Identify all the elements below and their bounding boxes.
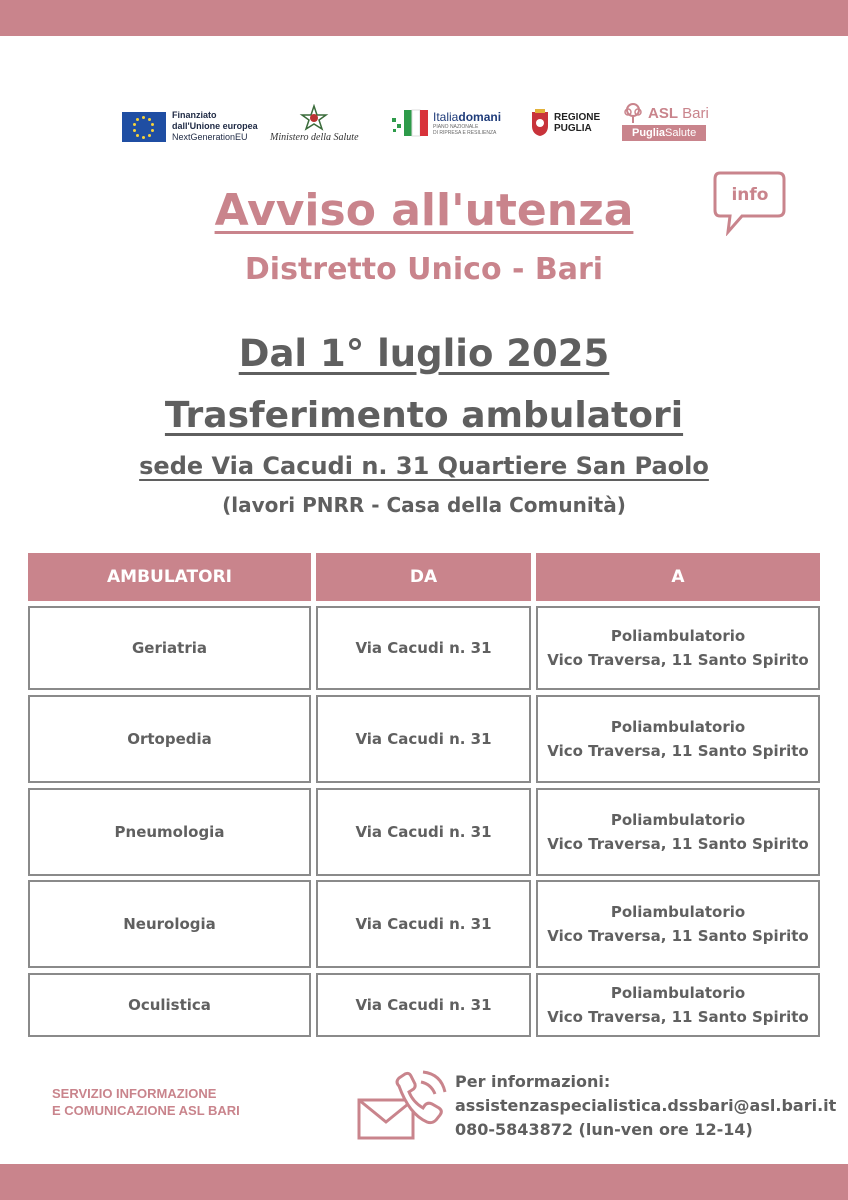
pnrr-note: (lavori PNRR - Casa della Comunità): [222, 493, 626, 517]
table-row-da: Via Cacudi n. 31: [316, 695, 531, 783]
logo-bar: [0, 100, 848, 150]
table-row-da: Via Cacudi n. 31: [316, 973, 531, 1037]
a-line2: Vico Traversa, 11 Santo Spirito: [547, 927, 809, 945]
eu-line1: Finanziato: [172, 110, 217, 120]
eu-line3: NextGenerationEU: [172, 132, 248, 142]
header-ambulatori: AMBULATORI: [28, 553, 311, 601]
puglia-salute-pill: [622, 125, 706, 141]
italiadomani-icon: [390, 108, 430, 138]
ministry-text: Ministero della Salute: [270, 132, 359, 143]
page-title: Avviso all'utenza: [214, 185, 634, 236]
asl-bari-logo: [622, 103, 709, 141]
service-line2: E COMUNICAZIONE ASL BARI: [52, 1103, 240, 1118]
italia-sub2: DI RIPRESA E RESILIENZA: [433, 130, 497, 136]
regione-puglia-logo: [530, 108, 600, 138]
table-row-a: [536, 695, 820, 783]
contact-phone[interactable]: 080-5843872 (lun-ven ore 12-14): [455, 1120, 753, 1139]
ministry-logo: [270, 104, 359, 143]
a-line1: Poliambulatorio: [610, 627, 746, 645]
asl-pill-a: Puglia: [632, 127, 666, 139]
a-line1: Poliambulatorio: [610, 811, 746, 829]
sede-heading: sede Via Cacudi n. 31 Quartiere San Paolo: [139, 452, 709, 480]
asl-pill-b: Salute: [665, 127, 697, 139]
italia-a: Italia: [433, 110, 459, 124]
table-row-ambulatorio: Geriatria: [28, 606, 311, 690]
a-line2: Vico Traversa, 11 Santo Spirito: [547, 835, 809, 853]
table-row-da: Via Cacudi n. 31: [316, 788, 531, 876]
bottom-band: [0, 1164, 848, 1200]
regione-line1: REGIONE: [554, 112, 601, 123]
italia-b: domani: [458, 110, 502, 124]
service-line1: SERVIZIO INFORMAZIONE: [52, 1086, 217, 1101]
eu-flag-icon: [122, 112, 166, 142]
italiadomani-logo: [390, 108, 501, 138]
date-heading: Dal 1° luglio 2025: [238, 332, 610, 375]
header-da: DA: [316, 553, 531, 601]
info-icon-label: info: [731, 185, 769, 205]
a-line2: Vico Traversa, 11 Santo Spirito: [547, 651, 809, 669]
table-row-da: Via Cacudi n. 31: [316, 880, 531, 968]
eu-logo: [122, 110, 258, 143]
italia-sub1: PIANO NAZIONALE: [433, 124, 479, 130]
mail-phone-icon: [355, 1068, 450, 1143]
a-line1: Poliambulatorio: [610, 718, 746, 736]
a-line1: Poliambulatorio: [610, 984, 746, 1002]
contact-label: Per informazioni:: [455, 1072, 611, 1091]
table-row-ambulatorio: Ortopedia: [28, 695, 311, 783]
contact-email[interactable]: assistenzaspecialistica.dssbari@asl.bari.it: [455, 1096, 837, 1115]
table-row-ambulatorio: Oculistica: [28, 973, 311, 1037]
table-row-da: Via Cacudi n. 31: [316, 606, 531, 690]
header-a: A: [536, 553, 820, 601]
a-line2: Vico Traversa, 11 Santo Spirito: [547, 1008, 809, 1026]
asl-a: ASL: [648, 104, 678, 122]
contact-info: [455, 1070, 836, 1142]
eu-line2: dall'Unione europea: [172, 121, 258, 131]
table-row-ambulatorio: Pneumologia: [28, 788, 311, 876]
tree-icon: [622, 103, 644, 123]
italian-emblem-icon: [299, 104, 329, 132]
a-line2: Vico Traversa, 11 Santo Spirito: [547, 742, 809, 760]
table-row-a: [536, 788, 820, 876]
a-line1: Poliambulatorio: [610, 903, 746, 921]
puglia-shield-icon: [530, 108, 550, 138]
table-row-a: [536, 880, 820, 968]
asl-b: Bari: [678, 104, 709, 122]
table-row-a: [536, 973, 820, 1037]
transfer-heading: Trasferimento ambulatori: [164, 395, 684, 436]
table-row-ambulatorio: Neurologia: [28, 880, 311, 968]
top-band: [0, 0, 848, 36]
page-subtitle: Distretto Unico - Bari: [244, 252, 604, 287]
table-row-a: [536, 606, 820, 690]
service-label: [52, 1085, 240, 1119]
regione-line2: PUGLIA: [554, 123, 592, 134]
